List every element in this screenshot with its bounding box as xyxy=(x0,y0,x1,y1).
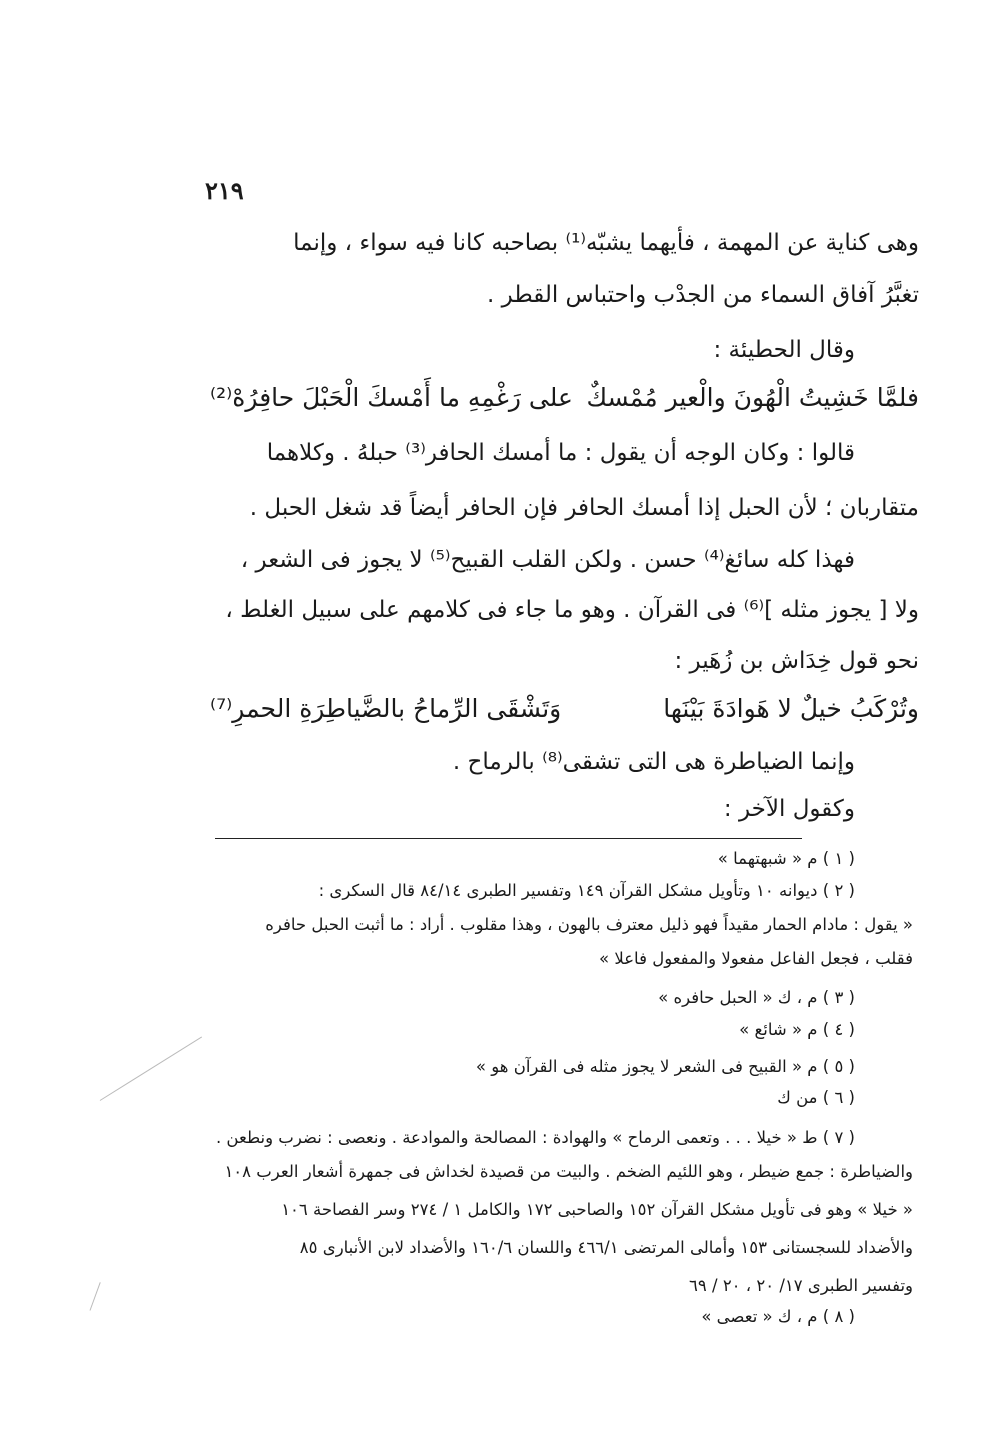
body-line: قالوا : وكان الوجه أن يقول : ما أمسك الحافر⁽³⁾ حبلهُ . وكلاهما xyxy=(266,440,855,466)
body-line: ولا [ يجوز مثله ]⁽⁶⁾ فى القرآن . وهو ما جاء فى كلامهم على سبيل الغلط ، xyxy=(225,597,919,623)
body-line: وكقول الآخر : xyxy=(723,796,855,822)
page-number: ٢١٩ xyxy=(205,176,244,205)
footnote-2-cont: « يقول : مادام الحمار مقيداً فهو ذليل معترف بالهون ، وهذا مقلوب . أراد : ما أثبت الحبل حافره xyxy=(265,915,913,934)
body-line: متقاربان ؛ لأن الحبل إذا أمسك الحافر فإن الحافر أيضاً قد شغل الحبل . xyxy=(249,495,919,521)
footnote-4: ( ٤ ) م « شائع » xyxy=(739,1020,855,1039)
footnote-8: ( ٨ ) م ، ك « تعصى » xyxy=(701,1307,855,1326)
body-line: وقال الحطيئة : xyxy=(713,337,855,363)
body-line: وإنما الضياطرة هى التى تشقى⁽⁸⁾ بالرماح . xyxy=(452,749,855,775)
footnote-3: ( ٣ ) م ، ك « الحبل حافره » xyxy=(658,988,855,1007)
footnote-7-cont: وتفسير الطبرى ١٧/ ٢٠ ، ٢٠ / ٦٩ xyxy=(689,1276,913,1295)
footnote-2-cont: فقلب ، فجعل الفاعل مفعولا والمفعول فاعلا » xyxy=(599,949,913,968)
footnote-5: ( ٥ ) م « القبيح فى الشعر لا يجوز مثله فى القرآن هو » xyxy=(475,1057,855,1076)
footnote-separator xyxy=(215,838,802,839)
footnote-7-cont: « خيلا » وهو فى تأويل مشكل القرآن ١٥٢ والصاحبى ١٧٢ والكامل ١ / ٢٧٤ وسر الفصاحة ١٠٦ xyxy=(281,1200,913,1219)
body-line: تغبَّرُ آفاق السماء من الجدْب واحتباس القطر . xyxy=(487,282,919,308)
verse-hemistich-first: وتُرْكَبُ خيلٌ لا هَوادَةَ بَيْنَها xyxy=(663,694,919,723)
scan-mark xyxy=(90,1282,101,1311)
footnote-1: ( ١ ) م « شبهتهما » xyxy=(717,849,855,868)
body-line: نحو قول خِدَاش بن زُهَير : xyxy=(674,648,919,674)
scan-mark xyxy=(100,1036,202,1100)
footnote-7-cont: والضياطرة : جمع ضيطر ، وهو اللئيم الضخم . والبيت من قصيدة لخداش فى جمهرة أشعار العرب ١٠٨ xyxy=(224,1162,913,1181)
footnote-7: ( ٧ ) ط « خيلا . . . وتعمى الرماح » والهوادة : المصالحة والموادعة . ونعصى : نضرب ونطعن . xyxy=(215,1128,855,1147)
footnote-6: ( ٦ ) من ك xyxy=(777,1088,855,1107)
verse-hemistich-second: على رَغْمِهِ ما أَمْسكَ الْحَبْلَ حافِرُهْ⁽²⁾ xyxy=(210,383,573,412)
footnote-2: ( ٢ ) ديوانه ١٠ وتأويل مشكل القرآن ١٤٩ وتفسير الطبرى ٨٤/١٤ قال السكرى : xyxy=(318,881,855,900)
footnote-7-cont: والأضداد للسجستانى ١٥٣ وأمالى المرتضى ٤٦٦/١ واللسان ١٦٠/٦ والأضداد لابن الأنبارى ٨٥ xyxy=(299,1238,913,1257)
verse-hemistich-first: فلمَّا خَشِيتُ الْهُونَ والْعير مُمْسكٌ xyxy=(586,383,919,412)
body-line: وهى كناية عن المهمة ، فأيهما يشبّه⁽¹⁾ بصاحبه كانا فيه سواء ، وإنما xyxy=(293,230,919,256)
body-line: فهذا كله سائغ⁽⁴⁾ حسن . ولكن القلب القبيح⁽⁵⁾ لا يجوز فى الشعر ، xyxy=(240,547,855,573)
verse-hemistich-second: وَتَشْقَى الرِّماحُ بالضَّياطِرَةِ الحمرِ⁽⁷⁾ xyxy=(210,694,562,723)
